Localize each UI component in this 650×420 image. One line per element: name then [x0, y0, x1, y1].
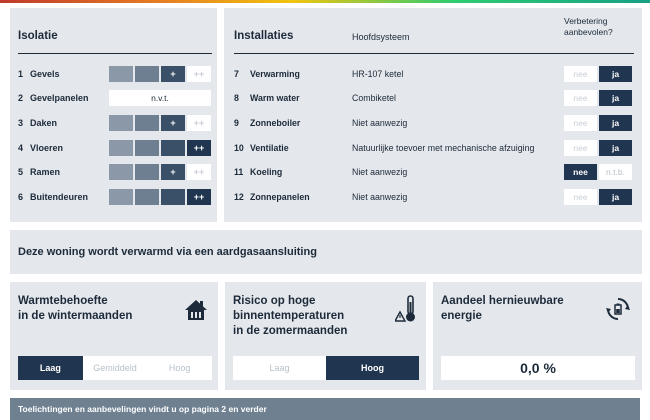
isolatie-row-label: Buitendeuren: [30, 192, 89, 202]
installatie-number: 10: [234, 143, 244, 153]
installatie-row: [234, 115, 634, 131]
isolatie-scale-cell: +: [161, 164, 185, 180]
isolatie-scale-cell: [109, 189, 133, 205]
risico-title-line2: binnentemperaturen: [233, 310, 345, 322]
risico-title: [233, 294, 347, 339]
installatie-label: Zonneboiler: [250, 118, 301, 128]
isolatie-scale: [109, 189, 211, 205]
installatie-system: Combiketel: [352, 93, 397, 103]
warmte-scale: [18, 356, 212, 380]
toggle-nee: nee: [564, 164, 597, 180]
heating-note: Deze woning wordt verwarmd via een aardgasaansluiting: [18, 246, 317, 258]
isolatie-row-number: 5: [18, 167, 24, 177]
color-strip: [0, 0, 650, 3]
installatie-label: Verwarming: [250, 69, 300, 79]
toggle-nee: nee: [564, 90, 597, 106]
installatie-row: [234, 90, 634, 106]
isolatie-scale-cell: [161, 189, 185, 205]
installatie-label: Zonnepanelen: [250, 192, 310, 202]
verbetering-toggle: [564, 140, 632, 156]
recycle-battery-icon: [605, 296, 631, 322]
warmte-option: Gemiddeld: [83, 356, 148, 380]
verbetering-toggle: [564, 189, 632, 205]
verbetering-toggle: [564, 66, 632, 82]
col-hoofdsysteem: Hoofdsysteem: [352, 32, 410, 42]
risico-title-line3: in de zomermaanden: [233, 325, 348, 337]
risico-scale: [233, 356, 419, 380]
col-verbetering-line2: aanbevolen?: [564, 27, 613, 37]
isolatie-scale-cell: +: [161, 115, 185, 131]
installatie-system: Niet aanwezig: [352, 118, 408, 128]
installatie-number: 7: [234, 69, 239, 79]
risico-option: Laag: [233, 356, 326, 380]
isolatie-scale-cell: ++: [187, 189, 211, 205]
isolatie-row-number: 2: [18, 93, 24, 103]
toggle-right: n.t.b.: [599, 164, 632, 180]
isolatie-row-label: Ramen: [30, 167, 61, 177]
installatie-system: Niet aanwezig: [352, 167, 408, 177]
risico-option: Hoog: [326, 356, 419, 380]
isolatie-scale-cell: ++: [187, 140, 211, 156]
hernieuwbaar-title-line2: energie: [441, 310, 482, 322]
installatie-row: [234, 164, 634, 180]
warmte-option: Laag: [18, 356, 83, 380]
isolatie-row-number: 6: [18, 192, 24, 202]
installatie-number: 8: [234, 93, 239, 103]
installatie-number: 9: [234, 118, 239, 128]
installatie-row: [234, 189, 634, 205]
toggle-right: ja: [599, 90, 632, 106]
isolatie-scale: [109, 115, 211, 131]
hernieuwbaar-title-line1: Aandeel hernieuwbare: [441, 295, 564, 307]
isolatie-row-label: Daken: [30, 118, 58, 128]
isolatie-scale: [109, 164, 211, 180]
installatie-system: Natuurlijke toevoer met mechanische afzuiging: [352, 143, 535, 153]
hernieuwbaar-panel: [433, 282, 642, 390]
risico-title-line1: Risico op hoge: [233, 295, 316, 307]
verbetering-toggle: [564, 115, 632, 131]
isolatie-scale-cell: [161, 140, 185, 156]
warmte-panel: [10, 282, 218, 390]
isolatie-row-number: 4: [18, 143, 24, 153]
thermometer-warning-icon: [395, 294, 419, 324]
isolatie-row-number: 3: [18, 118, 24, 128]
isolatie-scale: [109, 66, 211, 82]
isolatie-scale-cell: ++: [187, 164, 211, 180]
isolatie-nvt: n.v.t.: [109, 90, 211, 106]
isolatie-row-label: Vloeren: [30, 143, 64, 153]
isolatie-scale: [109, 140, 211, 156]
isolatie-scale-cell: [109, 66, 133, 82]
hernieuwbaar-value: 0,0 %: [441, 356, 635, 380]
hernieuwbaar-title: [441, 294, 564, 324]
installatie-system: Niet aanwezig: [352, 192, 408, 202]
footer-note: Toelichtingen en aanbevelingen vindt u op pagina 2 en verder: [10, 398, 640, 420]
warmte-option: Hoog: [147, 356, 212, 380]
toggle-right: ja: [599, 115, 632, 131]
warmte-title-line2: in de wintermaanden: [18, 310, 133, 322]
isolatie-scale-cell: [135, 164, 159, 180]
installatie-number: 12: [234, 192, 244, 202]
isolatie-scale-cell: [109, 164, 133, 180]
isolatie-title: Isolatie: [18, 30, 58, 42]
isolatie-row-number: 1: [18, 69, 24, 79]
toggle-nee: nee: [564, 189, 597, 205]
verbetering-toggle: [564, 90, 632, 106]
toggle-right: ja: [599, 66, 632, 82]
isolatie-scale-cell: [135, 115, 159, 131]
installaties-panel: [224, 8, 642, 222]
isolatie-scale-cell: +: [161, 66, 185, 82]
toggle-nee: nee: [564, 115, 597, 131]
isolatie-scale-cell: [135, 140, 159, 156]
warmte-title-line1: Warmtebehoefte: [18, 295, 108, 307]
installatie-label: Warm water: [250, 93, 300, 103]
toggle-nee: nee: [564, 140, 597, 156]
warmte-title: [18, 294, 132, 324]
toggle-nee: nee: [564, 66, 597, 82]
heating-note-panel: [10, 230, 642, 274]
installatie-system: HR-107 ketel: [352, 69, 404, 79]
toggle-right: ja: [599, 140, 632, 156]
house-icon: [184, 298, 208, 322]
verbetering-toggle: [564, 164, 632, 180]
risico-panel: [225, 282, 426, 390]
isolatie-scale-cell: [135, 189, 159, 205]
isolatie-scale-cell: ++: [187, 115, 211, 131]
isolatie-row-label: Gevels: [30, 69, 60, 79]
col-verbetering-line1: Verbetering: [564, 16, 608, 26]
installatie-number: 11: [234, 167, 244, 177]
installatie-row: [234, 140, 634, 156]
isolatie-row-label: Gevelpanelen: [30, 93, 89, 103]
isolatie-scale-cell: ++: [187, 66, 211, 82]
isolatie-scale-cell: [109, 115, 133, 131]
installatie-label: Koeling: [250, 167, 283, 177]
installaties-title: Installaties: [234, 30, 294, 42]
isolatie-panel: [10, 8, 217, 222]
toggle-right: ja: [599, 189, 632, 205]
installatie-row: [234, 66, 634, 82]
installatie-label: Ventilatie: [250, 143, 289, 153]
isolatie-rule: [18, 53, 212, 54]
isolatie-scale-cell: [135, 66, 159, 82]
isolatie-scale-cell: [109, 140, 133, 156]
